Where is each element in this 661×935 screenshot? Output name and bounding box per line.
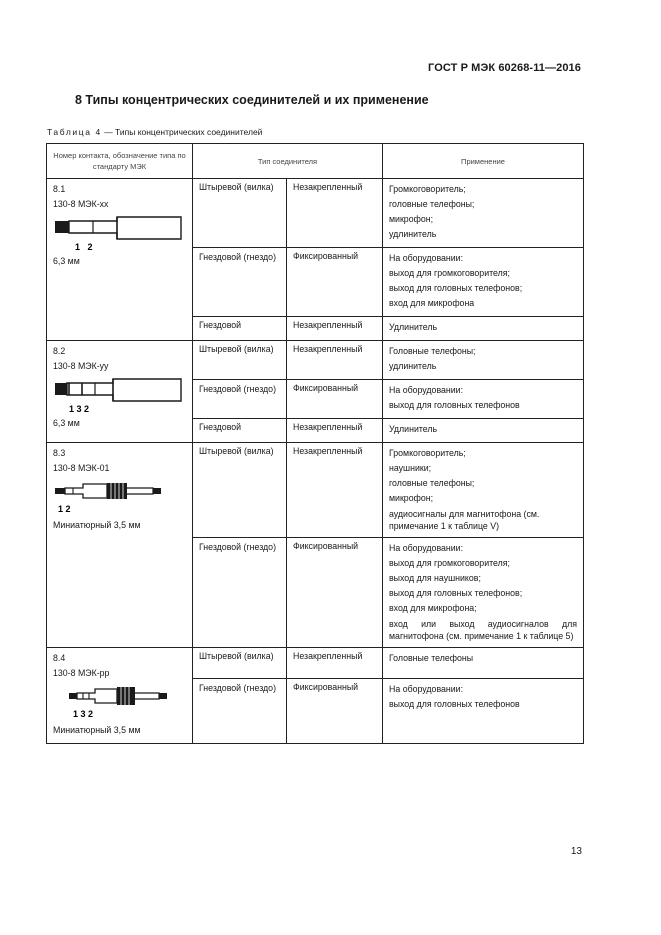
plug-diagram-icon (53, 685, 186, 721)
connector-type: Гнездовой (гнездо) (193, 248, 287, 317)
application-cell (383, 648, 584, 679)
header-application: Применение (383, 144, 584, 179)
application-line: выход для головных телефонов; (389, 283, 523, 293)
header-connector-type: Тип соединителя (193, 144, 383, 179)
spec-cell-8-4 (47, 648, 193, 744)
spec-designation: 130-8 МЭК-рр (53, 668, 110, 678)
connector-fixation: Незакрепленный (287, 648, 383, 679)
spec-number: 8.3 (53, 448, 66, 458)
application-line: выход для громкоговорителя; (389, 268, 510, 278)
application-line: головные телефоны; (389, 478, 475, 488)
application-cell (383, 443, 584, 538)
table-row (47, 648, 584, 679)
connector-type: Штыревой (вилка) (193, 648, 287, 679)
application-line: На оборудовании: (389, 253, 464, 263)
application-line: наушники; (389, 463, 432, 473)
application-line: На оборудовании: (389, 543, 464, 553)
application-line: Удлинитель (389, 424, 438, 434)
table-caption-prefix: Таблица 4 (47, 127, 102, 137)
application-line: вход для микрофона (389, 298, 475, 308)
connector-type: Гнездовой (193, 419, 287, 443)
spec-size: 6,3 мм (53, 256, 80, 266)
table-caption (47, 127, 262, 137)
spec-size: Миниатюрный 3,5 мм (53, 725, 141, 735)
table-caption-text: — Типы концентрических соединителей (101, 127, 263, 137)
connector-type: Гнездовой (гнездо) (193, 679, 287, 744)
application-cell (383, 248, 584, 317)
application-line: Громкоговоритель; (389, 184, 466, 194)
application-cell (383, 679, 584, 744)
spec-cell-8-2 (47, 341, 193, 443)
standard-designation: ГОСТ Р МЭК 60268-11—2016 (428, 62, 581, 74)
spec-number: 8.1 (53, 184, 66, 194)
pin-labels: 1 3 2 (73, 709, 94, 719)
pin-labels: 1 2 (58, 504, 71, 514)
application-line: удлинитель (389, 229, 437, 239)
section-title: 8 Типы концентрических соединителей и их применение (75, 93, 429, 107)
spec-designation: 130-8 МЭК-хх (53, 199, 109, 209)
spec-size: 6,3 мм (53, 418, 80, 428)
application-cell (383, 538, 584, 648)
pin-labels: 1 3 2 (69, 404, 90, 414)
table-row (47, 443, 584, 538)
spec-size: Миниатюрный 3,5 мм (53, 520, 141, 530)
connector-type: Гнездовой (193, 317, 287, 341)
connector-fixation: Незакрепленный (287, 179, 383, 248)
connector-fixation: Незакрепленный (287, 341, 383, 380)
header-contact-number: Номер контакта, обозначение типа по стандарту МЭК (47, 144, 193, 179)
spec-designation: 130-8 МЭК-уу (53, 361, 109, 371)
connector-fixation: Фиксированный (287, 538, 383, 648)
application-line: аудиосигналы для магнитофона (см. примечание 1 к таблице V) (389, 509, 540, 531)
spec-number: 8.2 (53, 346, 66, 356)
application-line: вход или выход аудиосигналов для магнитофона (см. примечание 1 к таблице 5) (389, 619, 577, 641)
connector-type: Штыревой (вилка) (193, 179, 287, 248)
application-line: микрофон; (389, 214, 434, 224)
application-line: удлинитель (389, 361, 437, 371)
table-row (47, 179, 584, 248)
application-line: выход для наушников; (389, 573, 481, 583)
connector-fixation: Фиксированный (287, 380, 383, 419)
plug-diagram-icon (53, 216, 186, 252)
connector-fixation: Незакрепленный (287, 317, 383, 341)
application-line: На оборудовании: (389, 684, 464, 694)
application-line: Удлинитель (389, 322, 438, 332)
connector-type: Штыревой (вилка) (193, 443, 287, 538)
application-cell (383, 380, 584, 419)
application-line: выход для головных телефонов (389, 699, 520, 709)
application-line: микрофон; (389, 493, 434, 503)
connector-fixation: Незакрепленный (287, 443, 383, 538)
application-line: На оборудовании: (389, 385, 464, 395)
connector-fixation: Незакрепленный (287, 419, 383, 443)
connector-fixation: Фиксированный (287, 248, 383, 317)
page-number: 13 (570, 846, 582, 857)
spec-designation: 130-8 МЭК-01 (53, 463, 110, 473)
application-line: головные телефоны; (389, 199, 475, 209)
application-line: выход для громкоговорителя; (389, 558, 510, 568)
spec-number: 8.4 (53, 653, 66, 663)
application-line: выход для головных телефонов (389, 400, 520, 410)
connector-types-table (46, 143, 584, 744)
pin-labels: 1 2 (75, 242, 93, 252)
application-line: выход для головных телефонов; (389, 588, 523, 598)
connector-fixation: Фиксированный (287, 679, 383, 744)
application-line: Громкоговоритель; (389, 448, 466, 458)
spec-cell-8-3 (47, 443, 193, 648)
connector-type: Штыревой (вилка) (193, 341, 287, 380)
spec-cell-8-1 (47, 179, 193, 341)
connector-type: Гнездовой (гнездо) (193, 538, 287, 648)
application-cell (383, 341, 584, 380)
table-header-row (47, 144, 584, 179)
application-line: Головные телефоны; (389, 346, 476, 356)
application-line: вход для микрофона; (389, 603, 477, 613)
table-row (47, 341, 584, 380)
plug-diagram-icon (53, 480, 186, 516)
plug-diagram-icon (53, 378, 186, 414)
application-cell (383, 179, 584, 248)
application-cell (383, 317, 584, 341)
application-line: Головные телефоны (389, 653, 474, 663)
connector-type: Гнездовой (гнездо) (193, 380, 287, 419)
application-cell (383, 419, 584, 443)
